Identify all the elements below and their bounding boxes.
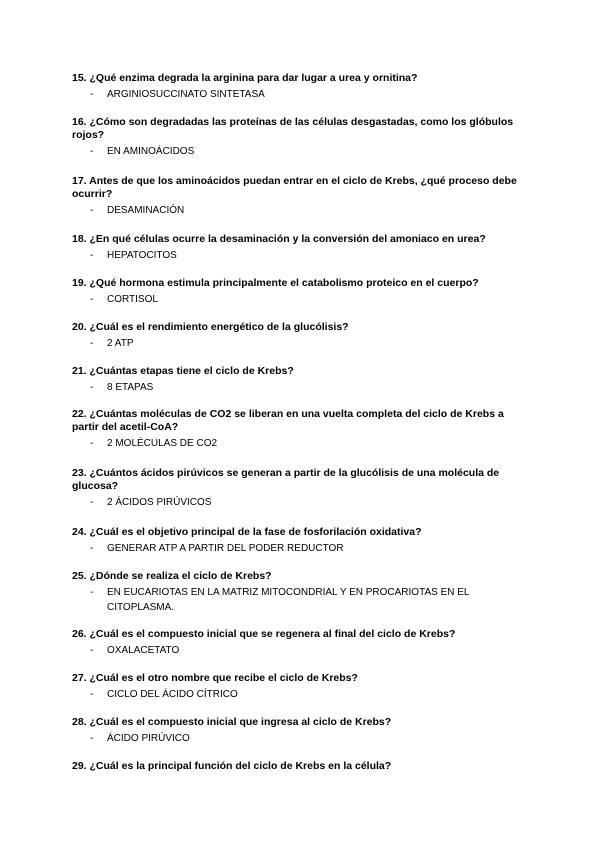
qa-item-29 <box>72 760 532 773</box>
answer-22 <box>72 437 532 452</box>
answer-18-text: HEPATOCITOS <box>107 250 177 261</box>
bullet-dash: - <box>90 587 94 598</box>
answer-28-text: ÁCIDO PIRÚVICO <box>107 733 190 744</box>
bullet-dash: - <box>90 543 94 554</box>
question-29: 29. ¿Cuál es la principal función del ciclo de Krebs en la célula? <box>72 760 392 772</box>
question-19: 19. ¿Qué hormona estimula principalmente el catabolismo proteico en el cuerpo? <box>72 277 479 289</box>
answer-18 <box>72 249 532 264</box>
answer-26 <box>72 644 532 659</box>
qa-item-15 <box>72 72 532 103</box>
answer-27 <box>72 688 532 703</box>
bullet-dash: - <box>90 438 94 449</box>
answer-25 <box>72 586 532 615</box>
bullet-dash: - <box>90 733 94 744</box>
bullet-dash: - <box>90 205 94 216</box>
question-23: 23. ¿Cuántos ácidos pirúvicos se generan a partir de la glucólisis de una molécula de glucosa? <box>72 467 500 492</box>
answer-20-text: 2 ATP <box>107 338 134 349</box>
bullet-dash: - <box>90 89 94 100</box>
question-15: 15. ¿Qué enzima degrada la arginina para dar lugar a urea y ornitina? <box>72 72 418 84</box>
question-25: 25. ¿Dónde se realiza el ciclo de Krebs? <box>72 570 272 582</box>
answer-24 <box>72 542 532 557</box>
answer-19-text: CORTISOL <box>107 294 158 305</box>
answer-24-text: GENERAR ATP A PARTIR DEL PODER REDUCTOR <box>107 543 344 554</box>
bullet-dash: - <box>90 250 94 261</box>
answer-23 <box>72 496 532 511</box>
answer-17 <box>72 204 532 219</box>
qa-item-17 <box>72 175 532 219</box>
qa-item-18 <box>72 233 532 264</box>
question-20: 20. ¿Cuál es el rendimiento energético de la glucólisis? <box>72 321 349 333</box>
qa-item-25 <box>72 570 532 615</box>
question-18: 18. ¿En qué células ocurre la desaminación y la conversión del amoniaco en urea? <box>72 233 486 245</box>
answer-21-text: 8 ETAPAS <box>107 382 154 393</box>
answer-16-text: EN AMINOÁCIDOS <box>107 146 195 157</box>
qa-item-27 <box>72 672 532 703</box>
answer-19 <box>72 293 532 308</box>
answer-25-text: EN EUCARIOTAS EN LA MATRIZ MITOCONDRIAL Y EN PROCARIOTAS EN EL CITOPLASMA. <box>107 587 470 613</box>
bullet-dash: - <box>90 497 94 508</box>
qa-item-26 <box>72 628 532 659</box>
question-28: 28. ¿Cuál es el compuesto inicial que ingresa al ciclo de Krebs? <box>72 716 392 728</box>
bullet-dash: - <box>90 294 94 305</box>
answer-28 <box>72 732 532 747</box>
question-26: 26. ¿Cuál es el compuesto inicial que se regenera al final del ciclo de Krebs? <box>72 628 456 640</box>
qa-item-20 <box>72 321 532 352</box>
answer-23-text: 2 ÁCIDOS PIRÚVICOS <box>107 497 212 508</box>
qa-item-28 <box>72 716 532 747</box>
question-21: 21. ¿Cuántas etapas tiene el ciclo de Krebs? <box>72 365 294 377</box>
answer-20 <box>72 337 532 352</box>
question-16: 16. ¿Cómo son degradadas las proteínas de las células desgastadas, como los glóbulos rojos? <box>72 116 514 141</box>
question-17: 17. Antes de que los aminoácidos puedan entrar en el ciclo de Krebs, ¿qué proceso debe ocurrir? <box>72 175 517 200</box>
qa-item-16 <box>72 116 532 160</box>
answer-15-text: ARGINIOSUCCINATO SINTETASA <box>107 89 265 100</box>
qa-item-22 <box>72 408 532 452</box>
qa-item-19 <box>72 277 532 308</box>
question-22: 22. ¿Cuántas moléculas de CO2 se liberan en una vuelta completa del ciclo de Krebs a partir del acetil-CoA? <box>72 408 504 433</box>
answer-22-text: 2 MOLÉCULAS DE CO2 <box>107 438 218 449</box>
bullet-dash: - <box>90 338 94 349</box>
bullet-dash: - <box>90 382 94 393</box>
bullet-dash: - <box>90 146 94 157</box>
answer-15 <box>72 88 532 103</box>
qa-item-23 <box>72 467 532 511</box>
bullet-dash: - <box>90 645 94 656</box>
answer-26-text: OXALACETATO <box>107 645 180 656</box>
qa-item-24 <box>72 526 532 557</box>
question-24: 24. ¿Cuál es el objetivo principal de la fase de fosforilación oxidativa? <box>72 526 422 538</box>
answer-17-text: DESAMINACIÓN <box>107 205 185 216</box>
answer-27-text: CICLO DEL ÁCIDO CÍTRICO <box>107 689 238 700</box>
answer-16 <box>72 145 532 160</box>
qa-item-21 <box>72 365 532 396</box>
bullet-dash: - <box>90 689 94 700</box>
question-27: 27. ¿Cuál es el otro nombre que recibe el ciclo de Krebs? <box>72 672 358 684</box>
answer-21 <box>72 381 532 396</box>
